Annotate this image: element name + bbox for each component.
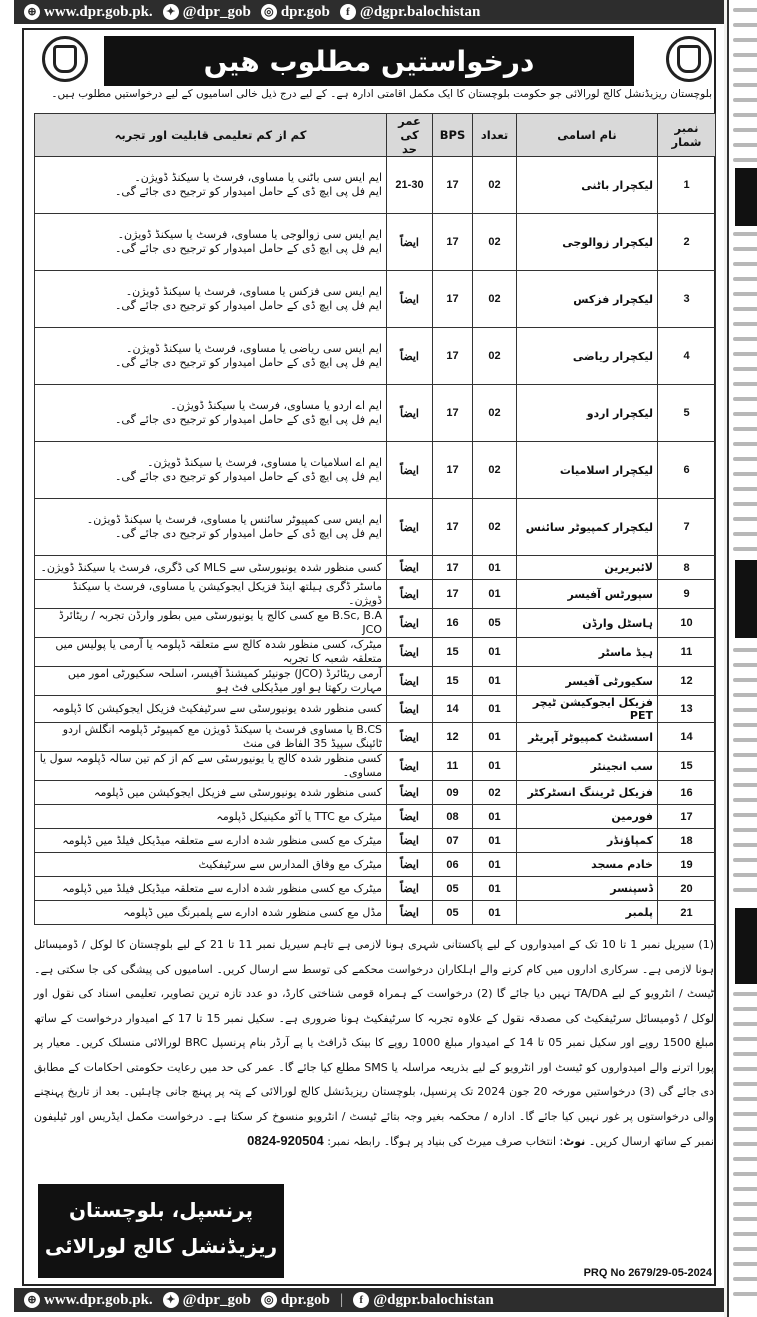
table-row (35, 805, 716, 829)
bps-cell: 17 (433, 499, 473, 556)
age-cell: ایضاً (387, 877, 433, 901)
serial-cell: 8 (658, 556, 716, 580)
terms-and-conditions (34, 933, 715, 1148)
qualification-line: ایم ایس سی فزکس یا مساوی، فرسٹ یا سیکنڈ ڈویژن۔ (125, 285, 382, 298)
qualification-line: ایم ایس سی ریاضی یا مساوی، فرسٹ یا سیکنڈ ڈویژن۔ (126, 342, 382, 355)
age-cell: ایضاً (387, 328, 433, 385)
qualification-line: ایم فل پی ایچ ڈی کے حامل امیدوار کو ترجیح دی جائے گی۔ (114, 242, 382, 255)
bps-cell: 14 (433, 696, 473, 723)
post-cell: سپورٹس آفیسر (517, 580, 658, 609)
adjacent-text-line (733, 1277, 757, 1281)
qualification-cell (35, 829, 387, 853)
qualification-line: ایم ایس سی زوالوجی یا مساوی، فرسٹ یا سیکنڈ ڈویژن۔ (117, 228, 382, 241)
table-row (35, 271, 716, 328)
adjacent-text-line (733, 1292, 757, 1296)
count-cell: 01 (473, 853, 517, 877)
post-cell: ڈسپنسر (517, 877, 658, 901)
serial-cell: 1 (658, 157, 716, 214)
table-row (35, 580, 716, 609)
table-row (35, 638, 716, 667)
adjacent-text-line (733, 1007, 757, 1011)
post-cell: لیکچرار کمپیوٹر سائنس (517, 499, 658, 556)
signature-block (38, 1184, 284, 1278)
qualification-cell (35, 385, 387, 442)
serial-cell: 12 (658, 667, 716, 696)
qualification-cell (35, 723, 387, 752)
instagram-handle[interactable]: dpr.gob (280, 1291, 330, 1308)
age-cell: ایضاً (387, 723, 433, 752)
qualification-cell (35, 271, 387, 328)
bps-cell: 12 (433, 723, 473, 752)
adjacent-text-line (733, 487, 757, 491)
qualification-line: ایم اے اسلامیات یا مساوی، فرسٹ یا سیکنڈ ڈویژن۔ (147, 456, 382, 469)
table-row (35, 696, 716, 723)
post-cell: لیکچرار ریاضی (517, 328, 658, 385)
adjacent-text-line (733, 1232, 757, 1236)
table-row (35, 667, 716, 696)
count-cell: 01 (473, 723, 517, 752)
post-cell: فزیکل ایجوکیشن ٹیچر PET (517, 696, 658, 723)
bps-cell: 17 (433, 556, 473, 580)
adjacent-text-line (733, 23, 757, 27)
serial-cell: 9 (658, 580, 716, 609)
adjacent-text-line (733, 843, 757, 847)
bps-cell: 15 (433, 638, 473, 667)
bps-cell: 05 (433, 901, 473, 925)
count-cell: 02 (473, 442, 517, 499)
qualification-cell (35, 499, 387, 556)
qualification-line: B.Sc, B.A مع کسی کالج یا یونیورسٹی میں بطور وارڈن تجربہ / ریٹائرڈ JCO (58, 609, 382, 636)
count-cell: 01 (473, 752, 517, 781)
adjacent-text-line (733, 678, 757, 682)
table-row (35, 214, 716, 271)
table-row (35, 752, 716, 781)
bps-cell: 11 (433, 752, 473, 781)
qualification-cell (35, 667, 387, 696)
adjacent-text-line (733, 427, 757, 431)
bps-cell: 06 (433, 853, 473, 877)
age-cell: ایضاً (387, 667, 433, 696)
college-logo-left (42, 36, 88, 82)
adjacent-text-line (733, 813, 757, 817)
intro-text: بلوچستان ریزیڈنشل کالج لورالائی جو حکومت بلوچستان کا ایک مکمل اقامتی ادارہ ہے۔ کے لیے درج ذیل خالی اسامیوں کے لیے درخواستیں مطلوب ہیں۔ (51, 88, 712, 100)
age-cell: ایضاً (387, 214, 433, 271)
table-row (35, 556, 716, 580)
adjacent-text-line (733, 1172, 757, 1176)
age-cell: ایضاً (387, 805, 433, 829)
table-row (35, 781, 716, 805)
adjacent-text-line (733, 352, 757, 356)
post-cell: فزیکل ٹریننگ انسٹرکٹر (517, 781, 658, 805)
adjacent-heading-block (735, 168, 757, 226)
post-cell: لیکچرار زوالوجی (517, 214, 658, 271)
table-row (35, 499, 716, 556)
qualification-cell (35, 442, 387, 499)
prq-number: PRQ No 2679/29-05-2024 (583, 1267, 712, 1279)
adjacent-text-line (733, 547, 757, 551)
adjacent-text-line (733, 753, 757, 757)
twitter-icon: ✦ (163, 4, 179, 20)
count-cell: 02 (473, 271, 517, 328)
post-cell: لائبریرین (517, 556, 658, 580)
serial-cell: 4 (658, 328, 716, 385)
count-cell: 02 (473, 385, 517, 442)
adjacent-text-line (733, 53, 757, 57)
table-row (35, 723, 716, 752)
adjacent-text-line (733, 1022, 757, 1026)
qualification-line: مڈل مع کسی منظور شدہ ادارے سے پلمبرنگ میں ڈپلومہ (123, 905, 382, 919)
adjacent-text-line (733, 143, 757, 147)
table-row (35, 385, 716, 442)
signature-line-2: ریزیڈنشل کالج لورالائی (44, 1234, 278, 1258)
age-cell: ایضاً (387, 853, 433, 877)
serial-cell: 19 (658, 853, 716, 877)
adjacent-text-line (733, 798, 757, 802)
qualification-cell (35, 901, 387, 925)
qualification-line: میٹرک مع کسی منظور شدہ ادارے سے متعلقہ میڈیکل فیلڈ میں ڈپلومہ (62, 833, 382, 847)
social-bar-top (14, 0, 724, 24)
table-row (35, 157, 716, 214)
bps-cell: 17 (433, 157, 473, 214)
qualification-line: ایم فل پی ایچ ڈی کے حامل امیدوار کو ترجیح دی جائے گی۔ (114, 527, 382, 540)
adjacent-text-line (733, 8, 757, 12)
count-cell: 01 (473, 667, 517, 696)
ad-title: درخواستیں مطلوب ھیں (104, 36, 634, 86)
bps-cell: 16 (433, 609, 473, 638)
advertisement (14, 0, 724, 1317)
adjacent-text-line (733, 158, 757, 162)
qualification-cell (35, 853, 387, 877)
terms-text: (1) سیریل نمبر 1 تا 10 تک کے امیدواروں کے لیے پاکستانی شہری ہونا لازمی ہے تاہم سیریل نمبر 11 تا 21 کے لیے بلوچستان کا لوکل / ڈومیسائل ہونا لازمی ہے۔ سرکاری اداروں میں کام کرنے والے اہلکاران درخواست محکمے کی توسط سے ارسال کریں۔ اسامیوں کی پیشگی کی جا سکتی ہے۔ ٹیسٹ / انٹرویو کے لیے TA/DA نہیں دیا جائے گا (2) درخواست کے ہمراہ قومی شناختی کارڈ، دو عدد تازہ ترین تصاویر، تعلیمی اسناد کی نقول اور لوکل / ڈومیسائل سرٹیفکیٹ کی مصدقہ نقول کے علاوہ تجربہ کا سرٹیفکیٹ ہونا ضروری ہے۔ سکیل نمبر 15 تا 17 کے امیدوار درخواست کے ساتھ مبلغ 1500 روپے اور سکیل نمبر 05 تا 14 کے امیدوار مبلغ 1000 روپے کا بینک ڈرافٹ یا پے آرڈر بنام پرنسپل BRC لورالائی منسلک کریں۔ معیار پر پورا اترنے والے امیدواروں کو ٹیسٹ اور انٹرویو کے لیے بذریعہ مراسلہ یا SMS مطلع کیا جائے گا۔ عمر کی حد میں رعایت حکومتی احکامات کے مطابق دی جائے گی (3) درخواستیں مورخہ 20 جون 2024 تک پرنسپل، بلوچستان ریزیڈنشل کالج لورالائی کے پتہ پر پہنچ جانی چاہئیں۔ بعد از تاریخ پہنچنے والی درخواستوں پر غور نہیں کیا جائے گا۔ ادارہ / محکمہ بغیر وجہ بتائے ٹیسٹ / انٹرویو منسوخ کر سکتا ہے۔ درخواست مکمل ایڈریس اور ٹیلیفون نمبر کے ساتھ ارسال کریں۔ (34, 938, 715, 1148)
count-cell: 02 (473, 214, 517, 271)
count-cell: 01 (473, 638, 517, 667)
bps-cell: 17 (433, 385, 473, 442)
qualification-line: B.CS یا مساوی فرسٹ یا سیکنڈ ڈویژن مع کمپیوٹر ڈپلومہ انگلش اردو ٹائپنگ سپیڈ 35 الفاظ فی منٹ (62, 723, 382, 750)
adjacent-text-line (733, 98, 757, 102)
count-cell: 01 (473, 696, 517, 723)
adjacent-text-line (733, 337, 757, 341)
post-cell: ہاسٹل وارڈن (517, 609, 658, 638)
adjacent-text-line (733, 517, 757, 521)
adjacent-text-line (733, 723, 757, 727)
qualification-cell (35, 214, 387, 271)
post-cell: لیکچرار اسلامیات (517, 442, 658, 499)
qualification-line: ایم فل پی ایچ ڈی کے حامل امیدوار کو ترجیح دی جائے گی۔ (114, 299, 382, 312)
qualification-line: ایم فل پی ایچ ڈی کے حامل امیدوار کو ترجیح دی جائے گی۔ (114, 356, 382, 369)
contact-phone: 0824-920504 (247, 1133, 324, 1148)
qualification-line: میٹرک، کسی منظور شدہ کالج سے متعلقہ ڈپلومہ یا آرمی یا پولیس میں متعلقہ شعبہ کا تجربہ (55, 638, 382, 665)
adjacent-text-line (733, 502, 757, 506)
serial-cell: 18 (658, 829, 716, 853)
count-cell: 02 (473, 499, 517, 556)
count-cell: 02 (473, 328, 517, 385)
adjacent-text-line (733, 83, 757, 87)
qualification-line: ایم فل پی ایچ ڈی کے حامل امیدوار کو ترجیح دی جائے گی۔ (114, 185, 382, 198)
adjacent-heading-block (735, 908, 757, 984)
adjacent-text-line (733, 382, 757, 386)
adjacent-text-line (733, 367, 757, 371)
qualification-line: ایم ایس سی کمپیوٹر سائنس یا مساوی، فرسٹ یا سیکنڈ ڈویژن۔ (86, 513, 382, 526)
bps-cell: 07 (433, 829, 473, 853)
qualification-line: کسی منظور شدہ یونیورسٹی سے MLS کی ڈگری، فرسٹ یا سیکنڈ ڈویژن۔ (40, 560, 382, 574)
age-cell: ایضاً (387, 638, 433, 667)
serial-cell: 7 (658, 499, 716, 556)
post-cell: اسسٹنٹ کمپیوٹر آپریٹر (517, 723, 658, 752)
adjacent-text-line (733, 38, 757, 42)
serial-cell: 20 (658, 877, 716, 901)
qualification-line: آرمی ریٹائرڈ (JCO) جونیئر کمیشنڈ آفیسر، اسلحہ سکیورٹی امور میں مہارت رکھتا ہو اور میڈیکلی فٹ ہو (67, 667, 382, 694)
header-serial: نمبر شمار (658, 114, 716, 157)
adjacent-text-line (733, 1052, 757, 1056)
adjacent-text-line (733, 292, 757, 296)
age-cell: ایضاً (387, 442, 433, 499)
table-row (35, 328, 716, 385)
instagram-handle[interactable]: dpr.gob (280, 3, 330, 20)
count-cell: 01 (473, 580, 517, 609)
qualification-cell (35, 752, 387, 781)
qualification-cell (35, 157, 387, 214)
table-row (35, 877, 716, 901)
adjacent-text-line (733, 247, 757, 251)
post-cell: لیکچرار اردو (517, 385, 658, 442)
post-cell: سب انجینئر (517, 752, 658, 781)
adjacent-text-line (733, 693, 757, 697)
count-cell: 02 (473, 781, 517, 805)
qualification-line: کسی منظور شدہ کالج یا یونیورسٹی سے کم از کم تین سالہ ڈپلومہ سول یا مساوی۔ (39, 752, 382, 779)
adjacent-text-line (733, 768, 757, 772)
header-age: عمر کی حد (387, 114, 433, 157)
web-icon: ⊕ (24, 1292, 40, 1308)
adjacent-text-line (733, 1157, 757, 1161)
twitter-handle[interactable]: @dpr_gob (182, 3, 251, 20)
adjacent-text-line (733, 68, 757, 72)
header-qualification: کم از کم تعلیمی قابلیت اور تجربہ (35, 114, 387, 157)
qualification-cell (35, 328, 387, 385)
bps-cell: 17 (433, 580, 473, 609)
social-bar-bottom: ⊕ www.dpr.gob.pk. ✦ @dpr_gob ◎ dpr.gob | f @dgpr.balochistan (14, 1288, 724, 1312)
adjacent-text-line (733, 888, 757, 892)
count-cell: 01 (473, 901, 517, 925)
qualification-line: ایم فل پی ایچ ڈی کے حامل امیدوار کو ترجیح دی جائے گی۔ (114, 413, 382, 426)
adjacent-text-line (733, 1112, 757, 1116)
adjacent-text-line (733, 1217, 757, 1221)
age-cell: ایضاً (387, 781, 433, 805)
serial-cell: 11 (658, 638, 716, 667)
adjacent-text-line (733, 708, 757, 712)
table-row (35, 853, 716, 877)
serial-cell: 6 (658, 442, 716, 499)
facebook-handle[interactable]: @dgpr.balochistan (373, 1291, 494, 1308)
bps-cell: 17 (433, 271, 473, 328)
age-cell: ایضاً (387, 499, 433, 556)
table-row (35, 901, 716, 925)
adjacent-text-line (733, 1067, 757, 1071)
qualification-cell (35, 805, 387, 829)
bps-cell: 17 (433, 328, 473, 385)
serial-cell: 2 (658, 214, 716, 271)
website-link[interactable]: www.dpr.gob.pk. (44, 1291, 153, 1308)
instagram-icon: ◎ (261, 1292, 277, 1308)
post-cell: سکیورٹی آفیسر (517, 667, 658, 696)
qualification-line: ایم اے اردو یا مساوی، فرسٹ یا سیکنڈ ڈویژن۔ (170, 399, 382, 412)
adjacent-text-line (733, 457, 757, 461)
table-row (35, 609, 716, 638)
qualification-line: کسی منظور شدہ یونیورسٹی سے سرٹیفکیٹ فزیکل ایجوکیشن کا ڈپلومہ (52, 702, 382, 715)
post-cell: خادم مسجد (517, 853, 658, 877)
adjacent-text-line (733, 828, 757, 832)
table-header-row (35, 114, 716, 157)
age-cell: ایضاً (387, 385, 433, 442)
adjacent-text-line (733, 1097, 757, 1101)
header-count: تعداد (473, 114, 517, 157)
bps-cell: 05 (433, 877, 473, 901)
qualification-cell (35, 556, 387, 580)
adjacent-text-line (733, 1247, 757, 1251)
website-link[interactable]: www.dpr.gob.pk. (44, 3, 153, 20)
serial-cell: 14 (658, 723, 716, 752)
qualification-line: میٹرک مع کسی منظور شدہ ادارے سے متعلقہ میڈیکل فیلڈ میں ڈپلومہ (62, 881, 382, 895)
adjacent-column-fragment (727, 0, 757, 1317)
bps-cell: 08 (433, 805, 473, 829)
adjacent-text-line (733, 532, 757, 536)
adjacent-text-line (733, 128, 757, 132)
post-cell: پلمبر (517, 901, 658, 925)
post-cell: کمپاؤنڈر (517, 829, 658, 853)
adjacent-text-line (733, 858, 757, 862)
adjacent-text-line (733, 412, 757, 416)
adjacent-text-line (733, 442, 757, 446)
adjacent-heading-block (735, 560, 757, 638)
age-cell: ایضاً (387, 829, 433, 853)
header-post: نام اسامی (517, 114, 658, 157)
adjacent-text-line (733, 472, 757, 476)
serial-cell: 13 (658, 696, 716, 723)
bps-cell: 17 (433, 442, 473, 499)
post-cell: ہیڈ ماسٹر (517, 638, 658, 667)
serial-cell: 10 (658, 609, 716, 638)
adjacent-text-line (733, 873, 757, 877)
adjacent-text-line (733, 648, 757, 652)
qualification-cell (35, 877, 387, 901)
adjacent-text-line (733, 322, 757, 326)
web-icon: ⊕ (24, 4, 40, 20)
twitter-handle[interactable]: @dpr_gob (182, 1291, 251, 1308)
adjacent-text-line (733, 663, 757, 667)
adjacent-text-line (733, 307, 757, 311)
adjacent-text-line (733, 1202, 757, 1206)
qualification-line: ایم ایس سی باٹنی یا مساوی، فرسٹ یا سیکنڈ ڈویژن۔ (134, 171, 382, 184)
serial-cell: 21 (658, 901, 716, 925)
bps-cell: 17 (433, 214, 473, 271)
age-cell: ایضاً (387, 556, 433, 580)
qualification-cell (35, 580, 387, 609)
adjacent-text-line (733, 232, 757, 236)
count-cell: 01 (473, 877, 517, 901)
age-cell: ایضاً (387, 609, 433, 638)
instagram-icon: ◎ (261, 4, 277, 20)
adjacent-text-line (733, 1187, 757, 1191)
adjacent-text-line (733, 1127, 757, 1131)
note-text: : انتخاب صرف میرٹ کی بنیاد پر ہوگا۔ رابطہ نمبر: (327, 1135, 564, 1148)
adjacent-text-line (733, 783, 757, 787)
twitter-icon: ✦ (163, 1292, 179, 1308)
count-cell: 01 (473, 556, 517, 580)
age-cell: ایضاً (387, 271, 433, 328)
adjacent-text-line (733, 262, 757, 266)
post-cell: فورمین (517, 805, 658, 829)
post-cell: لیکچرار فزکس (517, 271, 658, 328)
serial-cell: 5 (658, 385, 716, 442)
header-bps: BPS (433, 114, 473, 157)
count-cell: 02 (473, 157, 517, 214)
government-logo-right (666, 36, 712, 82)
serial-cell: 15 (658, 752, 716, 781)
adjacent-text-line (733, 1142, 757, 1146)
adjacent-text-line (733, 277, 757, 281)
qualification-cell (35, 781, 387, 805)
facebook-handle[interactable]: @dgpr.balochistan (359, 3, 481, 20)
serial-cell: 16 (658, 781, 716, 805)
adjacent-text-line (733, 1037, 757, 1041)
adjacent-text-line (733, 1262, 757, 1266)
adjacent-text-line (733, 738, 757, 742)
qualification-line: کسی منظور شدہ یونیورسٹی سے فزیکل ایجوکیشن میں ڈپلومہ (94, 785, 382, 799)
adjacent-text-line (733, 1082, 757, 1086)
vacancy-table (34, 113, 716, 925)
facebook-icon: f (353, 1292, 369, 1308)
serial-cell: 17 (658, 805, 716, 829)
bps-cell: 15 (433, 667, 473, 696)
table-row (35, 829, 716, 853)
signature-line-1: پرنسپل، بلوچستان (68, 1198, 254, 1222)
adjacent-text-line (733, 992, 757, 996)
age-cell: ایضاً (387, 696, 433, 723)
facebook-icon: f (340, 4, 356, 20)
note-label: نوٹ (563, 1135, 586, 1148)
age-cell: ایضاً (387, 901, 433, 925)
qualification-line: میٹرک مع TTC یا آٹو مکینیکل ڈپلومہ (216, 809, 382, 823)
qualification-line: ایم فل پی ایچ ڈی کے حامل امیدوار کو ترجیح دی جائے گی۔ (114, 470, 382, 483)
age-cell: 21-30 (387, 157, 433, 214)
serial-cell: 3 (658, 271, 716, 328)
age-cell: ایضاً (387, 752, 433, 781)
qualification-line: ماسٹر ڈگری ہیلتھ اینڈ فزیکل ایجوکیشن یا مساوی، فرسٹ یا سیکنڈ ڈویژن۔ (72, 580, 382, 607)
adjacent-text-line (733, 113, 757, 117)
adjacent-text-line (733, 397, 757, 401)
post-cell: لیکچرار باٹنی (517, 157, 658, 214)
qualification-line: میٹرک مع وفاق المدارس سے سرٹیفکیٹ (198, 857, 382, 871)
qualification-cell (35, 638, 387, 667)
count-cell: 01 (473, 805, 517, 829)
qualification-cell (35, 609, 387, 638)
bps-cell: 09 (433, 781, 473, 805)
qualification-cell (35, 696, 387, 723)
count-cell: 05 (473, 609, 517, 638)
table-row (35, 442, 716, 499)
age-cell: ایضاً (387, 580, 433, 609)
count-cell: 01 (473, 829, 517, 853)
